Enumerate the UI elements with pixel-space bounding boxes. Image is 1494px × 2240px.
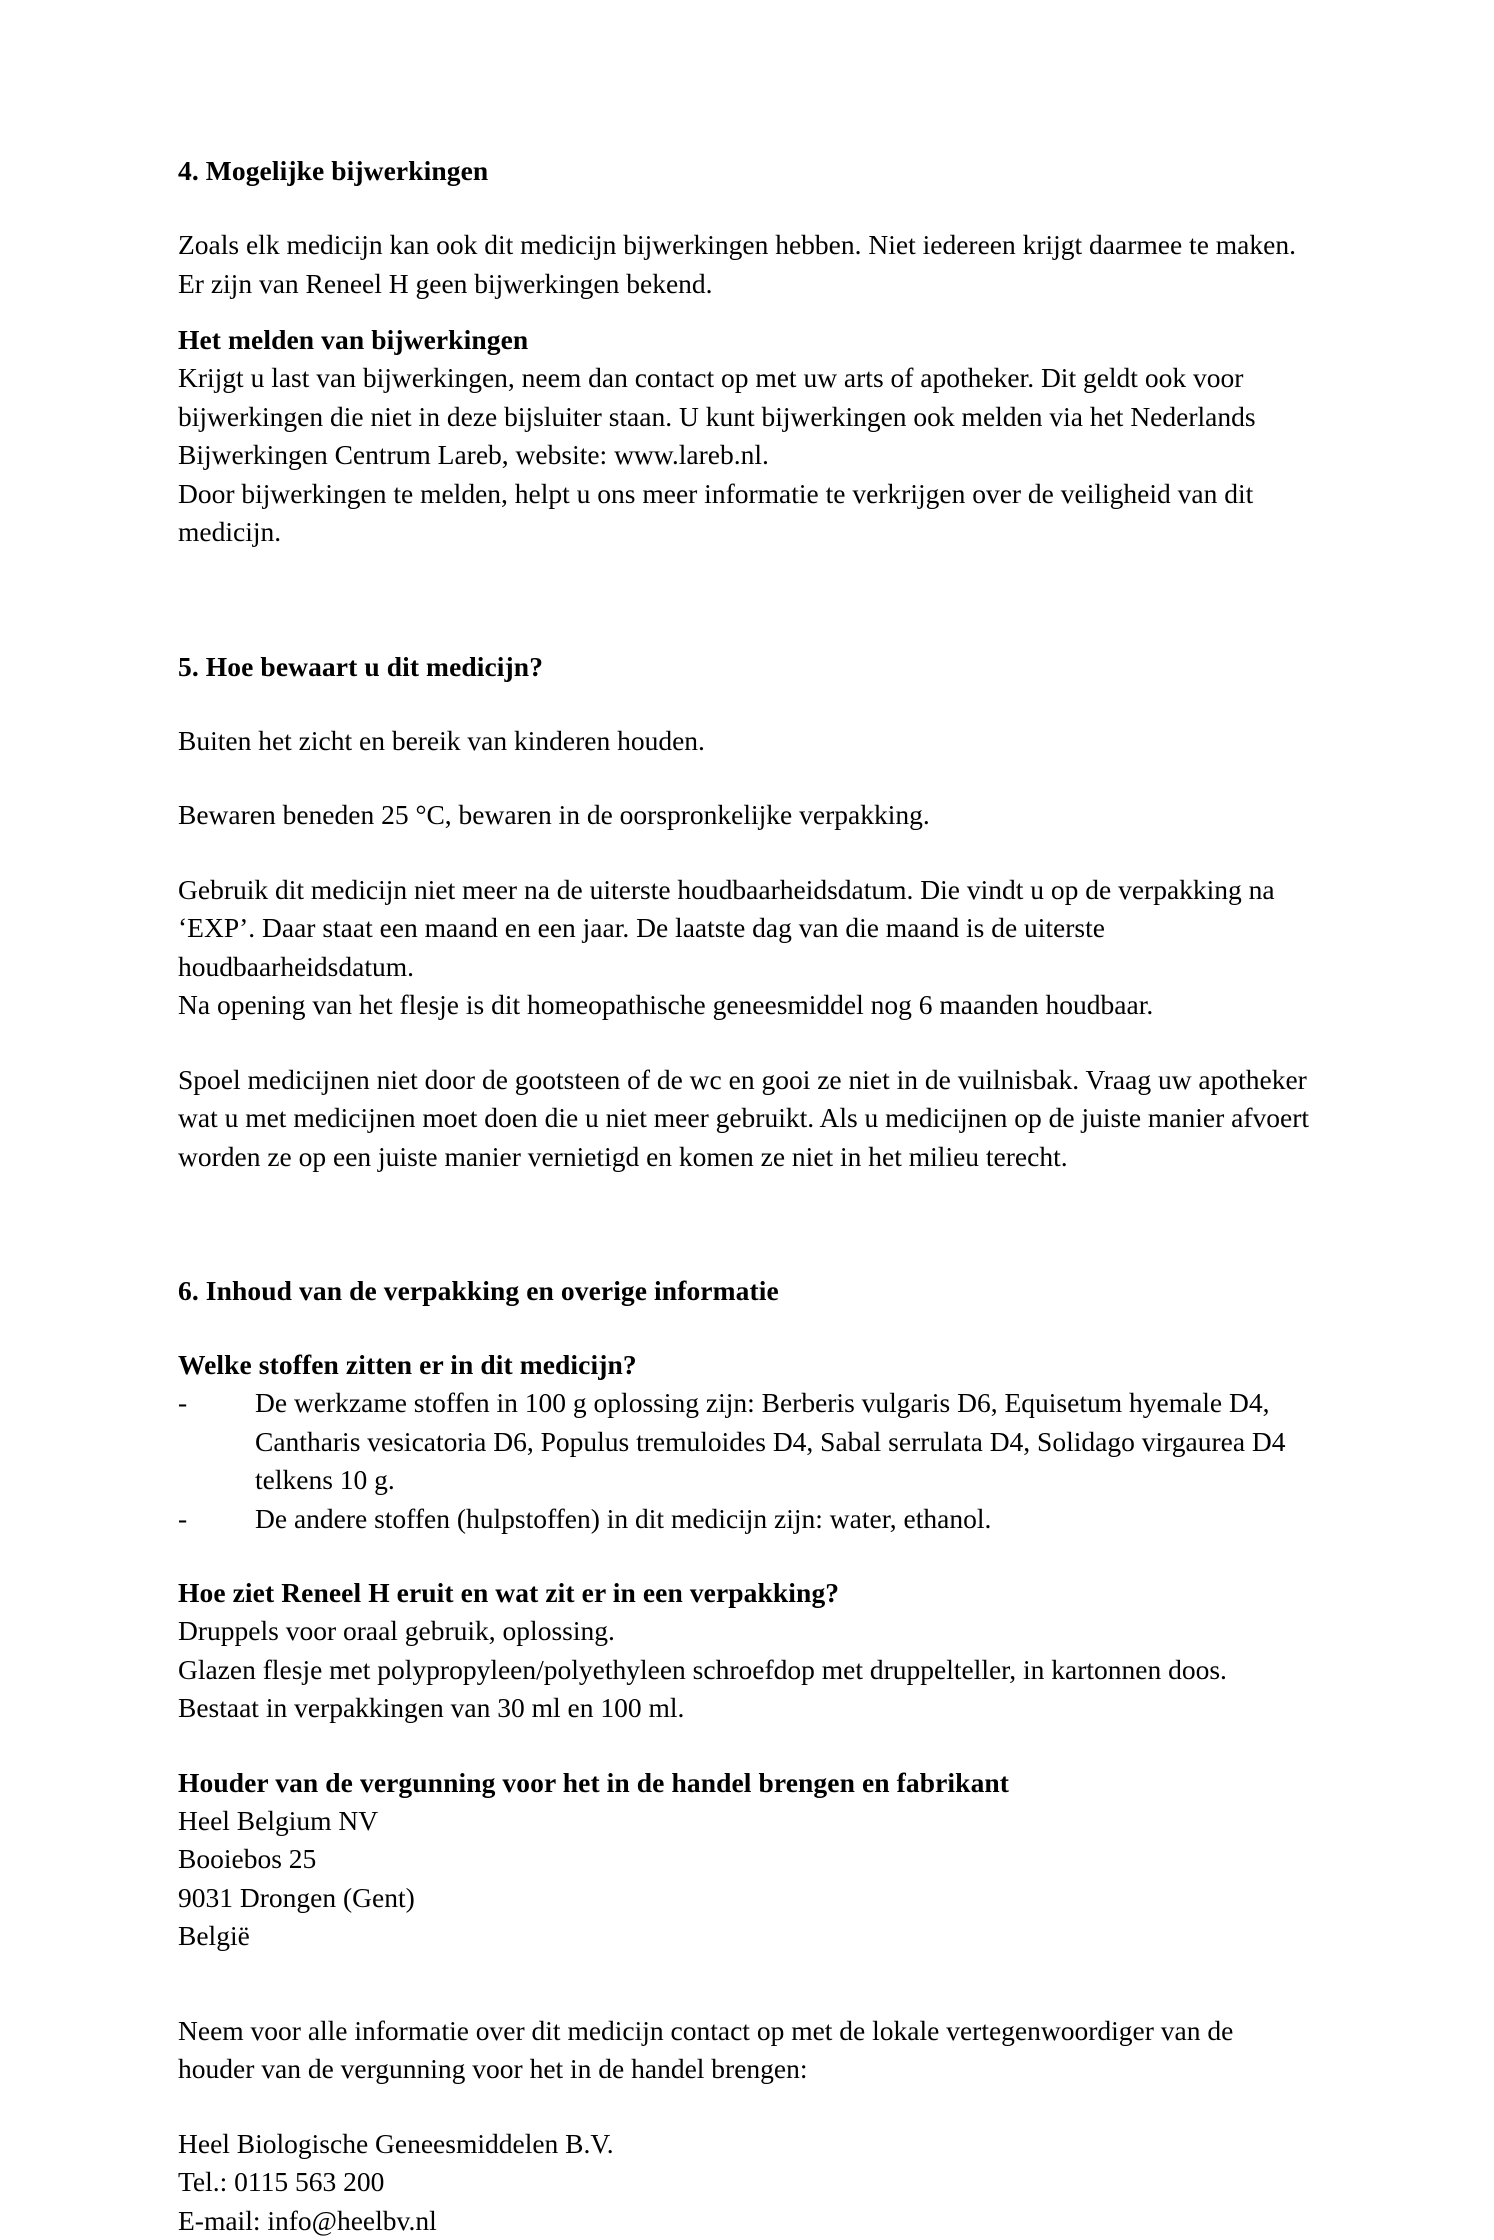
section-4-subheading-reporting: Het melden van bijwerkingen	[178, 321, 1311, 359]
spacer	[178, 1025, 1311, 1061]
local-rep-phone: Tel.: 0115 563 200	[178, 2163, 1311, 2202]
spacer	[178, 835, 1311, 871]
section-4-heading: 4. Mogelijke bijwerkingen	[178, 152, 1311, 190]
section-5-paragraph-3: Gebruik dit medicijn niet meer na de uiterste houdbaarheidsdatum. Die vindt u op de verpakking na ‘EXP’. Daar staat een maand en een jaar. De laatste dag van die maand is de uiterste houdbaarheidsdatum.	[178, 871, 1311, 987]
spacer	[178, 1310, 1311, 1346]
substances-list	[178, 1384, 1311, 1538]
section-5-paragraph-2: Bewaren beneden 25 °C, bewaren in de oorspronkelijke verpakking.	[178, 796, 1311, 835]
holder-address-line: Heel Belgium NV	[178, 1802, 1311, 1841]
spacer	[178, 686, 1311, 722]
holder-address-line: Booiebos 25	[178, 1840, 1311, 1879]
spacer	[178, 1956, 1311, 2012]
bullet-dash-icon: -	[178, 1384, 187, 1423]
list-item-text: De andere stoffen (hulpstoffen) in dit medicijn zijn: water, ethanol.	[255, 1503, 991, 1534]
spacer	[178, 552, 1311, 648]
spacer	[178, 190, 1311, 226]
local-rep-line: Heel Biologische Geneesmiddelen B.V.	[178, 2125, 1311, 2164]
holder-address-line: 9031 Drongen (Gent)	[178, 1879, 1311, 1918]
list-item	[178, 1384, 1311, 1500]
spacer	[178, 1538, 1311, 1574]
section-5-paragraph-1: Buiten het zicht en bereik van kinderen houden.	[178, 722, 1311, 761]
section-5-heading: 5. Hoe bewaart u dit medicijn?	[178, 648, 1311, 686]
spacer	[178, 303, 1311, 321]
section-4-paragraph-1: Zoals elk medicijn kan ook dit medicijn bijwerkingen hebben. Niet iedereen krijgt daarmee te maken. Er zijn van Reneel H geen bijwerkingen bekend.	[178, 226, 1311, 303]
spacer	[178, 760, 1311, 796]
bullet-dash-icon: -	[178, 1500, 187, 1539]
appearance-line-1: Druppels voor oraal gebruik, oplossing.	[178, 1612, 1311, 1651]
section-5-paragraph-5: Spoel medicijnen niet door de gootsteen of de wc en gooi ze niet in de vuilnisbak. Vraag uw apotheker wat u met medicijnen moet doen die u niet meer gebruikt. Als u medicijnen op de juiste manier afvoert worden ze op een juiste manier vernietigd en komen ze niet in het milieu terecht.	[178, 1061, 1311, 1177]
section-4-paragraph-3: Door bijwerkingen te melden, helpt u ons meer informatie te verkrijgen over de veiligheid van dit medicijn.	[178, 475, 1311, 552]
section-6-heading: 6. Inhoud van de verpakking en overige informatie	[178, 1272, 1311, 1310]
local-rep-email: E-mail: info@heelbv.nl	[178, 2202, 1311, 2240]
appearance-line-3: Bestaat in verpakkingen van 30 ml en 100 ml.	[178, 1689, 1311, 1728]
list-item	[178, 1500, 1311, 1539]
section-6-holder-heading: Houder van de vergunning voor het in de handel brengen en fabrikant	[178, 1764, 1311, 1802]
spacer	[178, 1728, 1311, 1764]
section-6-substances-heading: Welke stoffen zitten er in dit medicijn?	[178, 1346, 1311, 1384]
spacer	[178, 1176, 1311, 1272]
section-6-appearance-heading: Hoe ziet Reneel H eruit en wat zit er in een verpakking?	[178, 1574, 1311, 1612]
local-representative-paragraph: Neem voor alle informatie over dit medicijn contact op met de lokale vertegenwoordiger van de houder van de vergunning voor het in de handel brengen:	[178, 2012, 1311, 2089]
section-5-paragraph-4: Na opening van het flesje is dit homeopathische geneesmiddel nog 6 maanden houdbaar.	[178, 986, 1311, 1025]
document-content	[178, 152, 1311, 2240]
spacer	[178, 2089, 1311, 2125]
appearance-line-2: Glazen flesje met polypropyleen/polyethyleen schroefdop met druppelteller, in kartonnen doos.	[178, 1651, 1311, 1690]
list-item-text: De werkzame stoffen in 100 g oplossing zijn: Berberis vulgaris D6, Equisetum hyemale D4, Cantharis vesicatoria D6, Populus tremuloides D4, Sabal serrulata D4, Solidago virgaurea D4 telkens 10 g.	[255, 1387, 1286, 1495]
section-4-paragraph-2: Krijgt u last van bijwerkingen, neem dan contact op met uw arts of apotheker. Dit geldt ook voor bijwerkingen die niet in deze bijsluiter staan. U kunt bijwerkingen ook melden via het Nederlands Bijwerkingen Centrum Lareb, website: www.lareb.nl.	[178, 359, 1311, 475]
holder-address-line: België	[178, 1917, 1311, 1956]
